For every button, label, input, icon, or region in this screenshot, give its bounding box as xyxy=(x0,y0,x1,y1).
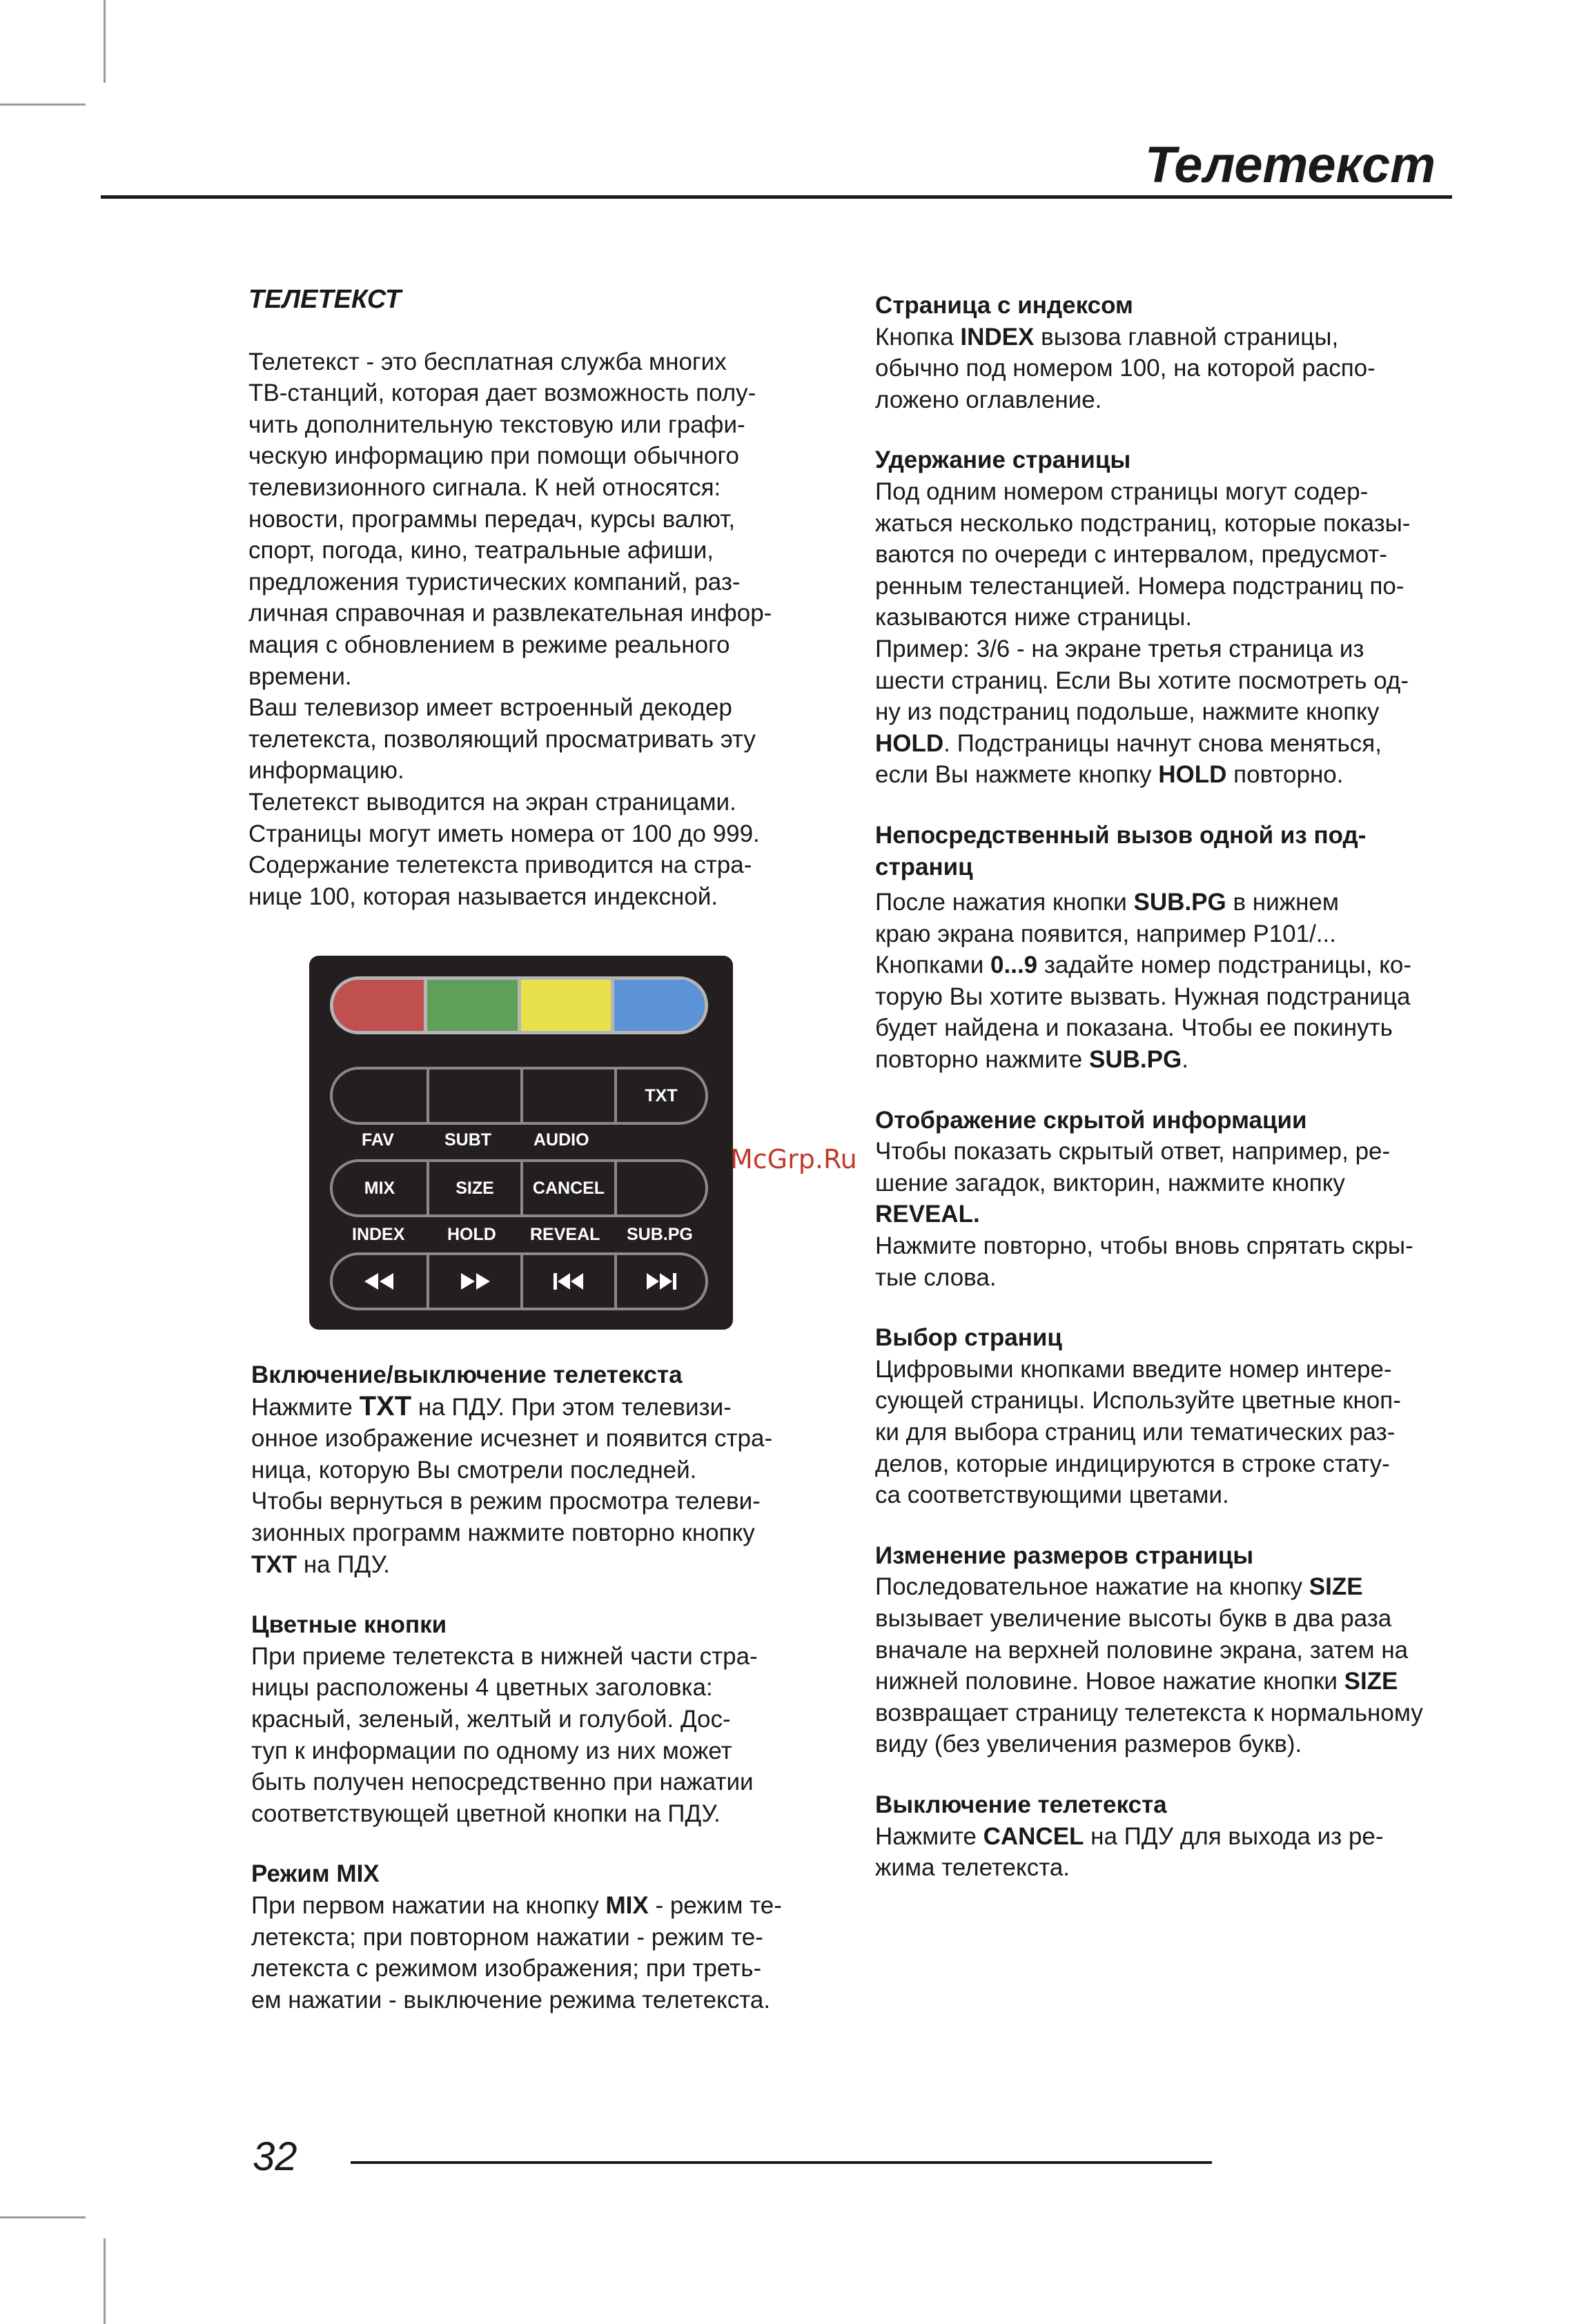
rewind-icon xyxy=(362,1271,398,1292)
left-column xyxy=(248,284,828,912)
header-title: Телетекст xyxy=(1144,136,1436,193)
mix-button: MIX xyxy=(364,1178,395,1198)
text-line: новости, программы передач, курсы валют, xyxy=(248,505,736,533)
text-line: Содержание телетекста приводится на стра- xyxy=(248,851,752,879)
button-row-nav xyxy=(330,1252,708,1310)
label-subpg: SUB.PG xyxy=(627,1225,693,1244)
skip-forward-button xyxy=(614,1255,705,1308)
text-line: Кнопка INDEX вызова главной страницы, xyxy=(875,323,1339,351)
text-line: TXT на ПДУ. xyxy=(251,1550,390,1578)
text-line: жаться несколько подстраниц, которые показы- xyxy=(875,509,1411,537)
text-line: Цифровыми кнопками введите номер интере- xyxy=(875,1355,1392,1383)
label-index: INDEX xyxy=(352,1225,405,1244)
text-line: летекста; при повторном нажатии - режим те- xyxy=(251,1923,763,1951)
text-line: телевизионного сигнала. К ней относятся: xyxy=(248,473,721,501)
rewind-button xyxy=(333,1255,427,1308)
text-line: спорт, погода, кино, театральные афиши, xyxy=(248,537,714,564)
text-line: личная справочная и развлекательная инфор- xyxy=(248,600,772,627)
text-line: Нажмите повторно, чтобы вновь спрятать скры- xyxy=(875,1232,1413,1260)
green-button xyxy=(424,980,518,1031)
text-line: шение загадок, викторин, нажмите кнопку xyxy=(875,1169,1345,1197)
footer-rule xyxy=(351,2161,1212,2164)
text-line: соответствующей цветной кнопки на ПДУ. xyxy=(251,1800,721,1827)
text-line: HOLD. Подстраницы начнут снова меняться, xyxy=(875,729,1382,757)
skip-back-button xyxy=(520,1255,614,1308)
text-line: Телетекст выводится на экран страницами. xyxy=(248,788,736,816)
text-line: будет найдена и показана. Чтобы ее покинуть xyxy=(875,1014,1393,1042)
text-line: казываются ниже страницы. xyxy=(875,604,1193,631)
cancel-button: CANCEL xyxy=(520,1162,614,1214)
text-line: летекста с режимом изображения; при треть- xyxy=(251,1955,762,1982)
heading-size: Изменение размеров страницы xyxy=(875,1542,1254,1569)
text-line: телетекста, позволяющий просматривать эту xyxy=(248,725,756,753)
label-subt: SUBT xyxy=(444,1130,492,1150)
skip-forward-icon xyxy=(643,1271,679,1292)
text-line: повторно нажмите SUB.PG. xyxy=(875,1046,1188,1074)
button-row-txt xyxy=(330,1067,708,1125)
text-line: Последовательное нажатие на кнопку SIZE xyxy=(875,1573,1363,1601)
text-line: Ваш телевизор имеет встроенный декодер xyxy=(248,694,732,722)
text-line: нижней половине. Новое нажатие кнопки SIZE xyxy=(875,1668,1398,1695)
watermark: McGrp.Ru xyxy=(730,1144,857,1174)
label-fav: FAV xyxy=(362,1130,394,1150)
text-line: делов, которые индицируются в строке стату- xyxy=(875,1450,1390,1477)
text-line: красный, зеленый, желтый и голубой. Дос- xyxy=(251,1705,731,1733)
text-line: са соответствующими цветами. xyxy=(875,1481,1229,1509)
text-line: ну из подстраниц подольше, нажмите кнопку xyxy=(875,698,1380,726)
skip-back-icon xyxy=(551,1271,587,1292)
audio-button xyxy=(520,1070,614,1122)
text-line: ваются по очереди с интервалом, предусмот- xyxy=(875,541,1388,569)
text-line: После нажатия кнопки SUB.PG в нижнем xyxy=(875,889,1339,916)
heading-subpage-2: страниц xyxy=(875,853,973,880)
text-line: Пример: 3/6 - на экране третья страница из xyxy=(875,635,1364,662)
fast-forward-button xyxy=(427,1255,520,1308)
header-rule xyxy=(101,195,1452,199)
text-line: туп к информации по одному из них может xyxy=(251,1737,732,1764)
fast-forward-icon xyxy=(457,1271,493,1292)
text-line: информацию. xyxy=(248,757,404,785)
text-line: зионных программ нажмите повторно кнопку xyxy=(251,1519,755,1546)
heading-mix: Режим MIX xyxy=(251,1860,380,1888)
remote-control-image xyxy=(309,956,733,1330)
text-line: Нажмите CANCEL на ПДУ для выхода из ре- xyxy=(875,1822,1384,1850)
size-button: SIZE xyxy=(427,1162,520,1214)
crop-mark xyxy=(0,2216,86,2218)
blank-button xyxy=(614,1162,705,1214)
text-line: времени. xyxy=(248,662,352,690)
text-line: ТВ-станций, которая дает возможность полу- xyxy=(248,380,756,407)
section-title: ТЕЛЕТЕКСТ xyxy=(248,285,402,314)
left-column-lower xyxy=(251,1359,845,2016)
text-line: Нажмите TXT на ПДУ. При этом телевизи- xyxy=(251,1390,732,1421)
heading-select: Выбор страниц xyxy=(875,1324,1062,1352)
text-line: ложено оглавление. xyxy=(875,386,1102,413)
txt-button: TXT xyxy=(614,1070,705,1122)
text-line: чить дополнительную текстовую или графи- xyxy=(248,411,745,438)
text-line: Телетекст - это бесплатная служба многих xyxy=(248,348,727,375)
text-line: обычно под номером 100, на которой распо- xyxy=(875,355,1375,382)
text-line: нице 100, которая называется индексной. xyxy=(248,883,718,910)
page-number: 32 xyxy=(253,2134,297,2179)
text-line: При первом нажатии на кнопку MIX - режим те- xyxy=(251,1891,782,1919)
red-button xyxy=(333,980,424,1031)
crop-mark xyxy=(104,2238,106,2324)
text-line: Кнопками 0...9 задайте номер подстраницы, ко- xyxy=(875,952,1412,979)
text-line: торую Вы хотите вызвать. Нужная подстраница xyxy=(875,983,1411,1010)
label-hold: HOLD xyxy=(447,1225,496,1244)
heading-index: Страница с индексом xyxy=(875,292,1133,319)
text-line: ренным телестанцией. Номера подстраниц по- xyxy=(875,572,1404,600)
right-column xyxy=(875,290,1496,1884)
text-line: ницы расположены 4 цветных заголовка: xyxy=(251,1674,713,1702)
text-line: тые слова. xyxy=(875,1263,997,1291)
text-line: предложения туристических компаний, раз- xyxy=(248,568,741,595)
heading-hold: Удержание страницы xyxy=(875,446,1131,474)
text-line: REVEAL. xyxy=(875,1201,980,1228)
text-line: Страницы могут иметь номера от 100 до 999. xyxy=(248,820,760,847)
text-line: возвращает страницу телетекста к нормальному xyxy=(875,1699,1423,1726)
heading-onoff: Включение/выключение телетекста xyxy=(251,1361,683,1388)
text-line: Под одним номером страницы могут содер- xyxy=(875,477,1369,505)
label-reveal: REVEAL xyxy=(530,1225,600,1244)
text-line: мация с обновлением в режиме реального xyxy=(248,631,730,658)
subt-button xyxy=(427,1070,520,1122)
crop-mark xyxy=(104,0,106,83)
text-line: виду (без увеличения размеров букв). xyxy=(875,1731,1302,1758)
text-line: При приеме телетекста в нижней части стра- xyxy=(251,1642,758,1670)
text-line: ки для выбора страниц или тематических раз- xyxy=(875,1419,1396,1446)
text-line: Чтобы показать скрытый ответ, например, ре- xyxy=(875,1138,1391,1165)
heading-off: Выключение телетекста xyxy=(875,1791,1167,1818)
text-line: онное изображение исчезнет и появится стра- xyxy=(251,1425,773,1452)
text-line: жима телетекста. xyxy=(875,1854,1070,1882)
label-audio: AUDIO xyxy=(533,1130,589,1150)
text-line: шести страниц. Если Вы хотите посмотреть од- xyxy=(875,667,1409,694)
text-line: ница, которую Вы смотрели последней. xyxy=(251,1456,697,1484)
heading-color-buttons: Цветные кнопки xyxy=(251,1611,447,1639)
text-line: быть получен непосредственно при нажатии xyxy=(251,1769,754,1796)
text-line: вызывает увеличение высоты букв в два раза xyxy=(875,1604,1392,1632)
text-line: краю экрана появится, например Р101/... xyxy=(875,920,1337,947)
text-line: вначале на верхней половине экрана, затем на xyxy=(875,1636,1409,1664)
color-buttons xyxy=(330,976,708,1034)
text-line: ческую информацию при помощи обычного xyxy=(248,442,739,470)
text-line: если Вы нажмете кнопку HOLD повторно. xyxy=(875,761,1344,789)
button-row-mix xyxy=(330,1159,708,1217)
heading-subpage: Непосредственный вызов одной из под- xyxy=(875,821,1367,849)
yellow-button xyxy=(518,980,611,1031)
heading-reveal: Отображение скрытой информации xyxy=(875,1106,1307,1134)
text-line: сующей страницы. Используйте цветные кноп- xyxy=(875,1387,1401,1415)
fav-button xyxy=(333,1070,427,1122)
text-line: ем нажатии - выключение режима телетекста. xyxy=(251,1986,771,2013)
crop-mark xyxy=(0,104,86,106)
text-line: Чтобы вернуться в режим просмотра телеви- xyxy=(251,1488,761,1515)
blue-button xyxy=(611,980,705,1031)
intro-text xyxy=(248,346,828,913)
